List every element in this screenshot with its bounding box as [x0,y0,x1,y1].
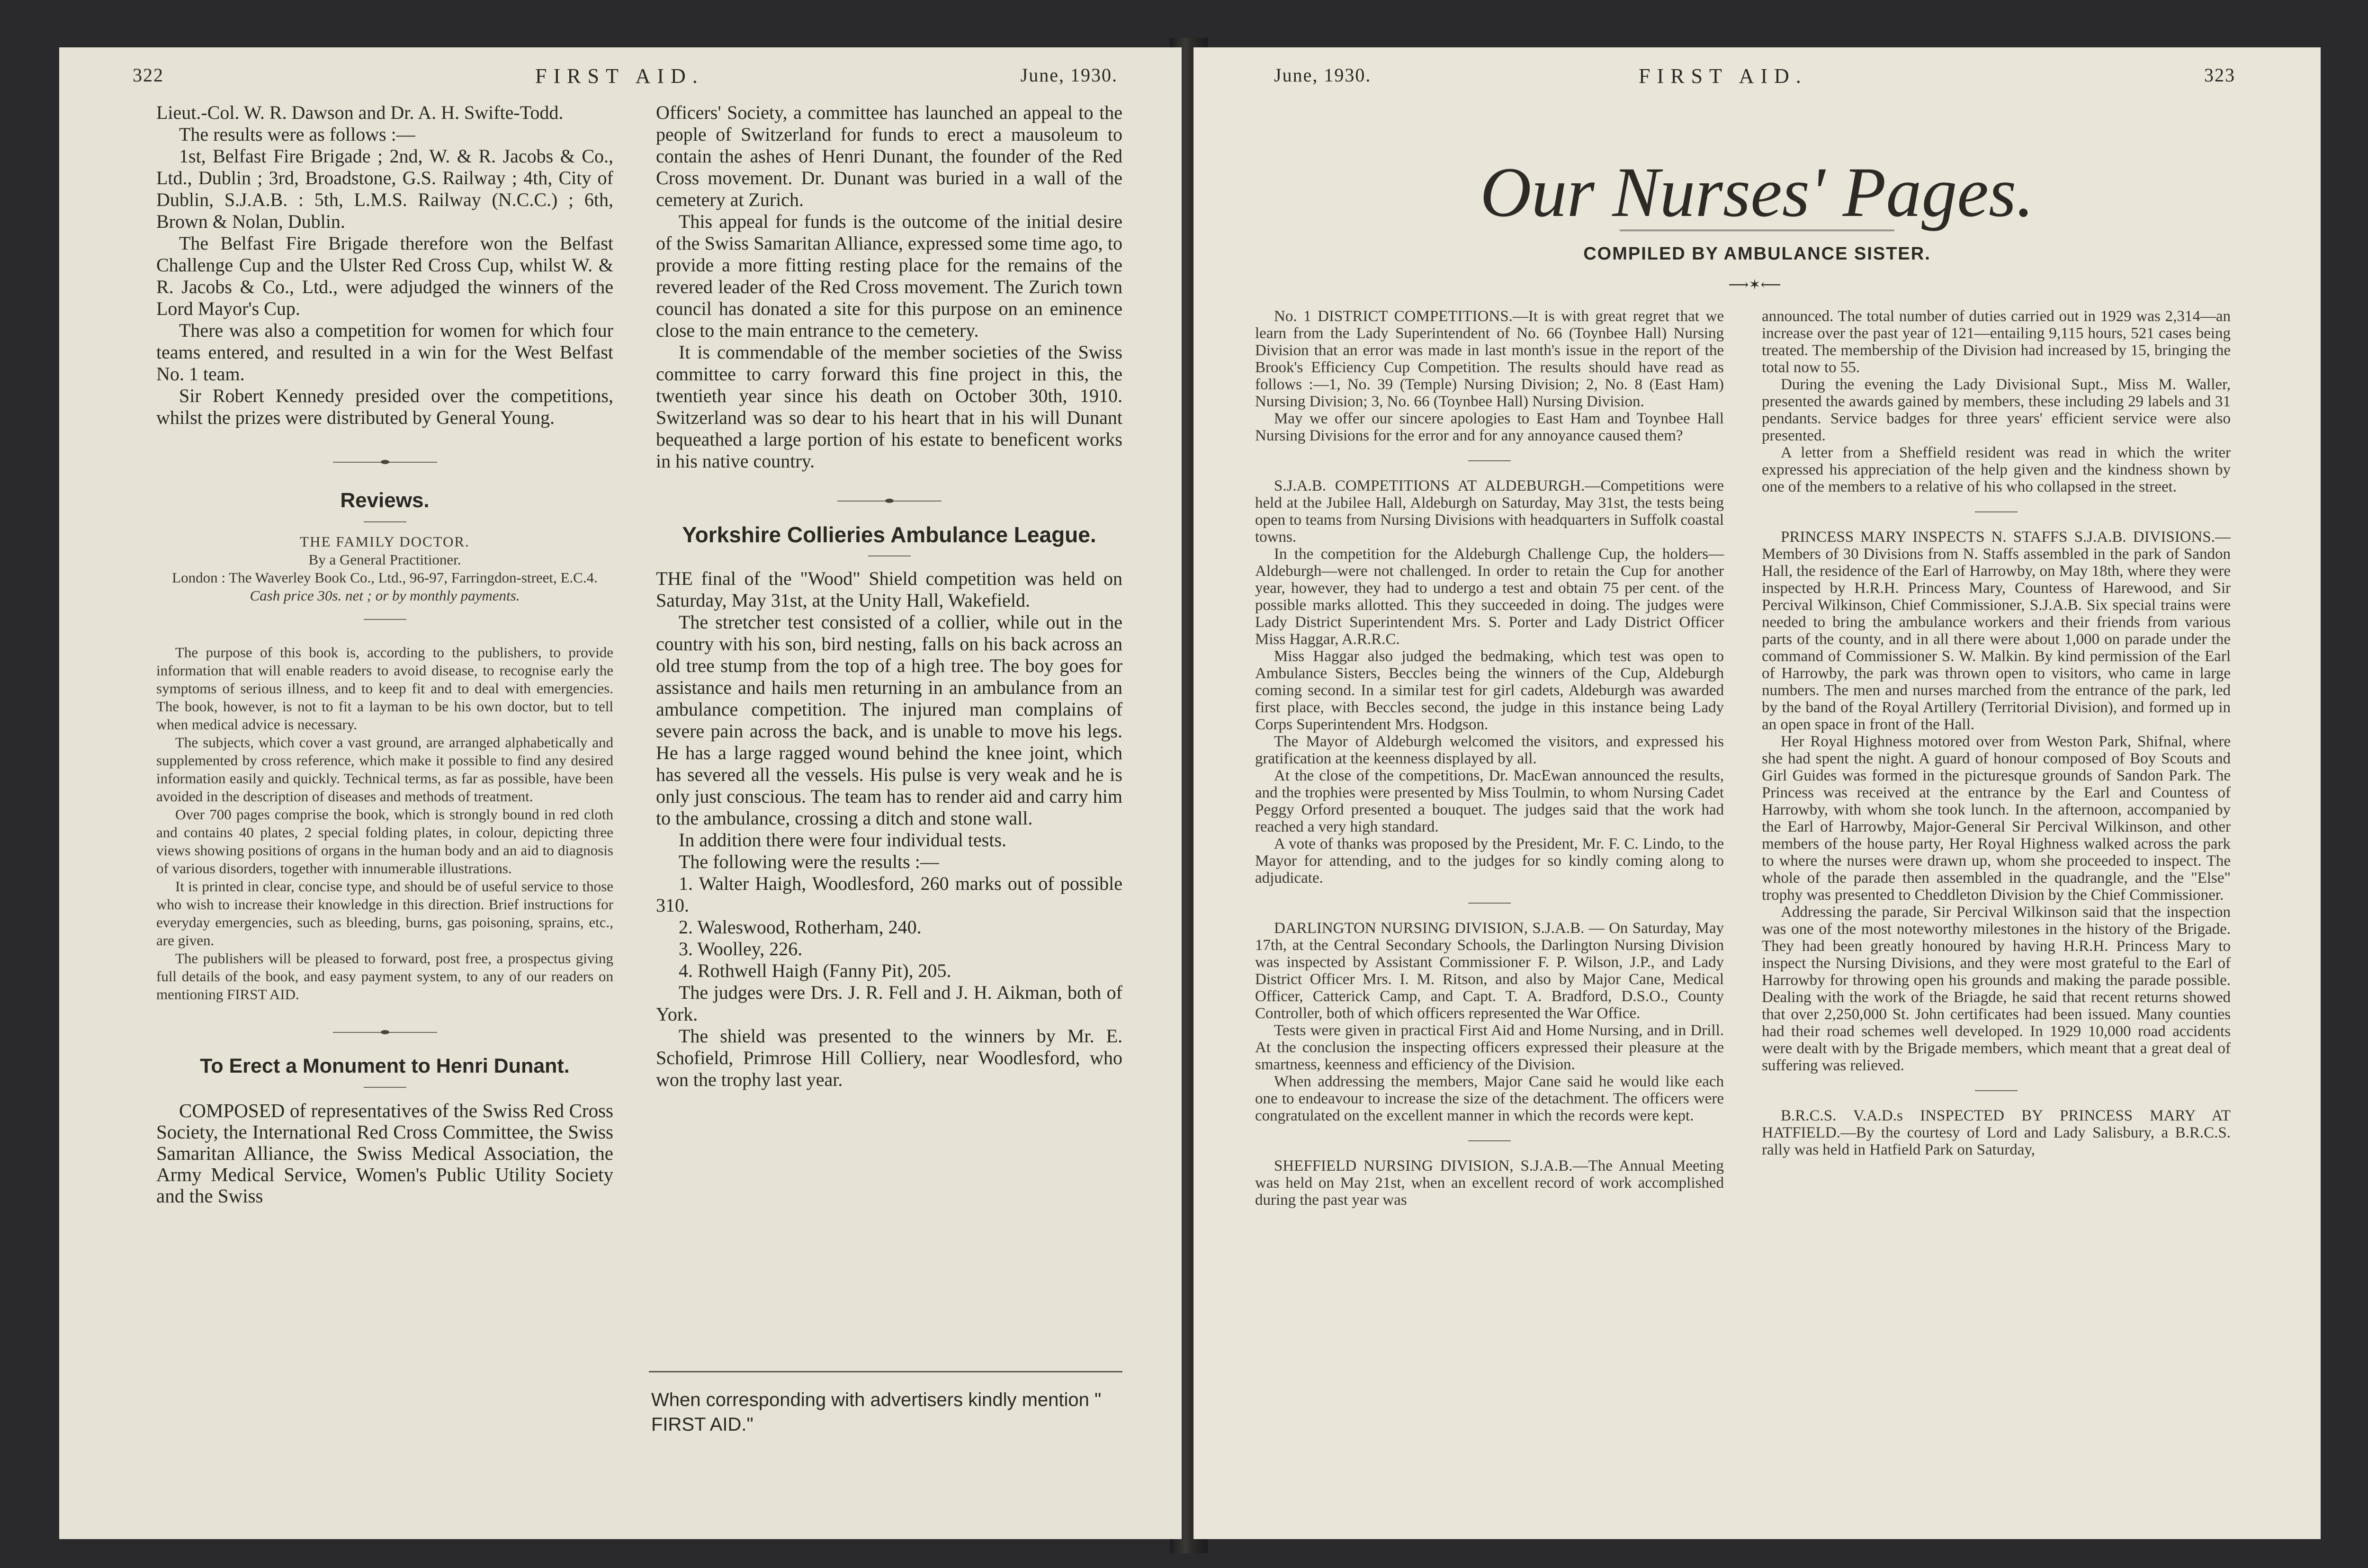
news-paragraph: Miss Haggar also judged the bedmaking, which test was open to Ambulance Sisters, Beccles being the winners of the Cup, Aldeburgh coming second. In a similar test for girl cadets, Aldeburgh was awarded first place, with Beccles second, the judge in this instance being Lady Corps Superintendent Mrs. Hodgson. [1255,648,1724,733]
item-rule [1975,1090,2018,1091]
review-rule [364,619,406,620]
left-column-1 [156,102,613,1207]
right-column-1 [1255,308,1724,1209]
news-paragraph: No. 1 DISTRICT COMPETITIONS.—It is with great regret that we learn from the Lady Superintendent of No. 66 (Toynbee Hall) Nursing Division that an error was made in last month's issue in the report of the Brook's Efficiency Cup Competition. The results should have read as follows :—1, No. 39 (Temple) Nursing Division; 2, No. 8 (East Ham) Nursing Division; 3, No. 66 (Toynbee Hall) Nursing Division. [1255,308,1724,410]
result-item: 4. Rothwell Haigh (Fanny Pit), 205. [679,960,951,981]
paragraph: COMPOSED of representatives of the Swiss Red Cross Society, the International Red Cross Committee, the Swiss Samaritan Alliance, the Swiss Medical Association, the Army Medical Service, Women's Public Utility Society and the Swiss [156,1100,613,1207]
left-page-number: 322 [133,64,164,86]
section-divider [333,462,437,463]
yorkshire-heading: Yorkshire Collieries Ambulance League. [682,522,1096,547]
section-divider [837,501,942,502]
news-paragraph: S.J.A.B. COMPETITIONS AT ALDEBURGH.—Competitions were held at the Jubilee Hall, Aldeburgh on Saturday, May 31st, the tests being open to teams from Nursing Divisions with headquarters in Suffolk coastal towns. [1255,477,1724,546]
paragraph: 1st, Belfast Fire Brigade ; 2nd, W. & R. Jacobs & Co., Ltd., Dublin ; 3rd, Broadstone, G.S. Railway ; 4th, City of Dublin, S.J.A.B. : 5th, L.M.S. Railway (N.C.C.) ; 6th, Brown & Nolan, Dublin. [156,145,613,232]
news-paragraph: Tests were given in practical First Aid and Home Nursing, and in Drill. At the conclusion the inspecting officers expressed their pleasure at the smartness, keenness and efficiency of the Division. [1255,1022,1724,1073]
notice-rule [649,1371,1122,1372]
paragraph: It is commendable of the member societies of the Swiss committee to carry forward this fine project in this, the twentieth year since his death on October 30th, 1910. Switzerland was so dear to his heart that in his will Dunant bequeathed a large portion of his estate to beneficent works in his native country. [656,341,1122,472]
right-magazine-title: FIRST AID. [1639,64,1808,88]
news-paragraph: Her Royal Highness motored over from Weston Park, Shifnal, where she had spent the night. A guard of honour composed of Boy Scouts and Girl Guides was formed in the picturesque grounds of Sandon Park. The Princess was received at the entrance by the Earl and Countess of Harrowby, with whom she took lunch. In the afternoon, accompanied by the Earl of Harrowby, Major-General Sir Percival Wilkinson, and other members of the house party, Her Royal Highness walked across the park to where the nurses were drawn up, whom she proceeded to inspect. The whole of the parade then assembled in the quadrangle, and the "Else" trophy was presented to Cheddleton Division by the Chief Commissioner. [1762,733,2231,904]
left-page-header [133,64,1118,92]
book-author: By a General Practitioner. [308,551,461,568]
title-rule [1620,230,1894,231]
compiled-by-subtitle: COMPILED BY AMBULANCE SISTER. [1583,244,1931,264]
news-paragraph: The Mayor of Aldeburgh welcomed the visitors, and expressed his gratification at the keenness displayed by all. [1255,733,1724,767]
news-paragraph: Addressing the parade, Sir Percival Wilkinson said that the inspection was one of the most noteworthy milestones in the history of the Brigade. They had been greatly honoured by having H.R.H. Princess Mary to inspect the Nursing Divisions, and they were most grateful to the Earl of Harrowby for throwing open his grounds and making the parade possible. Dealing with the work of the Briagde, he said that recent returns showed that over 2,250,000 St. John certificates had been issued. Many counties had their road schemes well developed. In 1929 10,000 road accidents were dealt with by the Brigade members, which meant that a great deal of suffering was relieved. [1762,904,2231,1074]
paragraph: This appeal for funds is the outcome of the initial desire of the Swiss Samaritan Alliance, expressed some time ago, to provide a more fitting resting place for the remains of the revered leader of the Red Cross movement. The Zurich town council has donated a site for this purpose on an eminence close to the main entrance to the cemetery. [656,211,1122,341]
news-paragraph: During the evening the Lady Divisional Supt., Miss M. Waller, presented the awards gained by members, these including 29 labels and 31 pendants. Service badges for three years' efficient service were also presented. [1762,376,2231,444]
item-rule [1468,1140,1511,1141]
paragraph: Officers' Society, a committee has launched an appeal to the people of Switzerland for funds to erect a mausoleum to contain the ashes of Henri Dunant, the founder of the Red Cross movement. Dr. Dunant was buried in a wall of the cemetery at Zurich. [656,102,1122,210]
right-page-number: 323 [2204,64,2235,86]
result-item: 2. Waleswood, Rotherham, 240. [679,916,922,938]
heading-rule [364,521,406,522]
paragraph: The results were as follows :— [179,124,415,145]
news-paragraph: May we offer our sincere apologies to East Ham and Toynbee Hall Nursing Divisions for the error and for any annoyance caused them? [1255,410,1724,444]
news-paragraph: A letter from a Sheffield resident was read in which the writer expressed his appreciation of the help given and the kindness shown by one of the members to a relative of his who collapsed in the street. [1762,444,2231,495]
review-paragraph: Over 700 pages comprise the book, which is strongly bound in red cloth and contains 40 plates, 2 special folding plates, in colour, depicting three views showing positions of organs in the human body and an aid to diagnosis of various disorders, together with innumerable illustrations. [156,806,613,877]
paragraph: The following were the results :— [679,851,939,872]
reviews-heading: Reviews. [340,489,430,512]
monument-heading: To Erect a Monument to Henri Dunant. [200,1055,570,1077]
paragraph: The Belfast Fire Brigade therefore won the Belfast Challenge Cup and the Ulster Red Cross Cup, whilst W. & R. Jacobs & Co., Ltd., were adjudged the winners of the Lord Mayor's Cup. [156,233,613,319]
review-paragraph: The subjects, which cover a vast ground, are arranged alphabetically and supplemented by cross reference, which make it possible to find any desired information easily and quickly. Technical terms, as far as possible, have been avoided in the description of diseases and methods of treatment. [156,734,613,805]
review-paragraph: The purpose of this book is, according to the publishers, to provide information that will enable readers to avoid disease, to recognise early the symptoms of serious illness, and to keep fit and to deal with emergencies. The book, however, is not to fit a layman to be his own doctor, but to tell when medical advice is necessary. [156,644,613,733]
review-paragraph: The publishers will be pleased to forward, post free, a prospectus giving full details of the book, and easy payment system, to any of our readers on mentioning FIRST AID. [156,950,613,1003]
book-publisher: London : The Waverley Book Co., Ltd., 96-97, Farringdon-street, E.C.4. [172,569,598,586]
heading-rule [364,1087,406,1088]
right-page-header [1274,64,2235,92]
paragraph: THE final of the "Wood" Shield competition was held on Saturday, May 31st, at the Unity Hall, Wakefield. [656,568,1122,611]
review-paragraph: It is printed in clear, concise type, and should be of useful service to those who wish to increase their knowledge in this direction. Brief instructions for everyday emergencies, such as bleeding, burns, gas poisoning, sprains, etc., are given. [156,878,613,949]
nurses-pages-title: Our Nurses' Pages. [1480,153,2034,232]
paragraph: In addition there were four individual tests. [679,829,1007,851]
news-paragraph: A vote of thanks was proposed by the President, Mr. F. C. Lindo, to the Mayor for attending, and to the judges for so kindly coming along to adjudicate. [1255,835,1724,887]
result-item: 3. Woolley, 226. [679,938,803,959]
item-rule [1468,903,1511,904]
book-title: THE FAMILY DOCTOR. [300,533,470,550]
advertiser-notice: When corresponding with advertisers kindly mention " FIRST AID." [651,1389,1102,1435]
ornament-icon: ⟶✶⟵ [1728,277,1781,293]
news-paragraph: B.R.C.S. V.A.D.s INSPECTED BY PRINCESS MARY AT HATFIELD.—By the courtesy of Lord and Lady Salisbury, a B.R.C.S. rally was held in Hatfield Park on Saturday, [1762,1107,2231,1158]
item-rule [1975,511,2018,512]
news-paragraph: At the close of the competitions, Dr. MacEwan announced the results, and the trophies were presented by Miss Toulmin, to whom Nursing Cadet Peggy Orford presented a bouquet. The judges said that the work had reached a very high standard. [1255,767,1724,835]
right-column-2 [1762,308,2231,1158]
news-paragraph: announced. The total number of duties carried out in 1929 was 2,314—an increase over the past year of 121—entailing 9,115 hours, 521 cases being treated. The membership of the Division had increased by 15, bringing the total now to 55. [1762,308,2231,376]
news-paragraph: In the competition for the Aldeburgh Challenge Cup, the holders—Aldeburgh—were not challenged. In order to retain the Cup for another year, however, they had to undergo a test and obtain 75 per cent. of the possible marks allotted. This they succeeded in doing. The judges were Lady District Superintendent Mrs. S. Porter and Lady District Officer Miss Haggar, A.R.R.C. [1255,546,1724,648]
section-divider [333,1032,437,1033]
right-page-date: June, 1930. [1274,64,1372,86]
result-item: 1. Walter Haigh, Woodlesford, 260 marks out of possible 310. [656,873,1122,916]
left-page-date: June, 1930. [1020,64,1118,86]
paragraph: Sir Robert Kennedy presided over the competitions, whilst the prizes were distributed by General Young. [156,385,613,428]
news-paragraph: When addressing the members, Major Cane said he would like each one to endeavour to increase the size of the detachment. The officers were congratulated on the excellent manner in which the records were kept. [1255,1073,1724,1124]
left-column-2 [656,102,1122,1091]
paragraph: The shield was presented to the winners by Mr. E. Schofield, Primrose Hill Colliery, near Woodlesford, who won the trophy last year. [656,1025,1122,1090]
book-price: Cash price 30s. net ; or by monthly payments. [250,587,520,604]
paragraph: The stretcher test consisted of a collier, while out in the country with his son, bird nesting, falls on his back across an old tree stump from the top of a high tree. The boy goes for assistance and hails men returning in an ambulance from an ambulance competition. The injured man complains of severe pain across the back, and is unable to move his legs. He has a large ragged wound behind the knee joint, which has severed all the vessels. His pulse is very weak and he is only just conscious. The team has to render aid and carry him to the ambulance, crossing a ditch and stone wall. [656,611,1122,829]
left-magazine-title: FIRST AID. [535,64,704,88]
item-rule [1468,460,1511,461]
paragraph: There was also a competition for women for which four teams entered, and resulted in a win for the West Belfast No. 1 team. [156,320,613,385]
paragraph: Lieut.-Col. W. R. Dawson and Dr. A. H. Swifte-Todd. [156,102,564,123]
news-paragraph: PRINCESS MARY INSPECTS N. STAFFS S.J.A.B. DIVISIONS.—Members of 30 Divisions from N. Staffs assembled in the park of Sandon Hall, the residence of the Earl of Harrowby, on May 18th, where they were inspected by H.R.H. Princess Mary, Countess of Harewood, and Sir Percival Wilkinson, Chief Commissioner, S.J.A.B. Six special trains were needed to bring the ambulance workers and their friends from various parts of the county, and in all there were about 1,000 on parade under the command of Commissioner S. W. Malkin. By kind permission of the Earl of Harrowby, the park was thrown open to visitors, who came in large numbers. The men and nurses marched from the entrance of the park, led by the band of the Royal Artillery (Territorial Division), and formed up in an open space in front of the Hall. [1762,529,2231,733]
news-paragraph: SHEFFIELD NURSING DIVISION, S.J.A.B.—The Annual Meeting was held on May 21st, when an excellent record of work accomplished during the past year was [1255,1157,1724,1209]
paragraph: The judges were Drs. J. R. Fell and J. H. Aikman, both of York. [656,982,1122,1025]
news-paragraph: DARLINGTON NURSING DIVISION, S.J.A.B. — On Saturday, May 17th, at the Central Secondary Schools, the Darlington Nursing Division was inspected by Assistant Commissioner F. P. Wilson, J.P., and Lady District Officer Mrs. I. M. Ritson, and also by Major Cane, Medical Officer, Catterick Camp, and Capt. T. A. Bradford, D.S.O., County Controller, both of which officers represented the War Office. [1255,920,1724,1022]
